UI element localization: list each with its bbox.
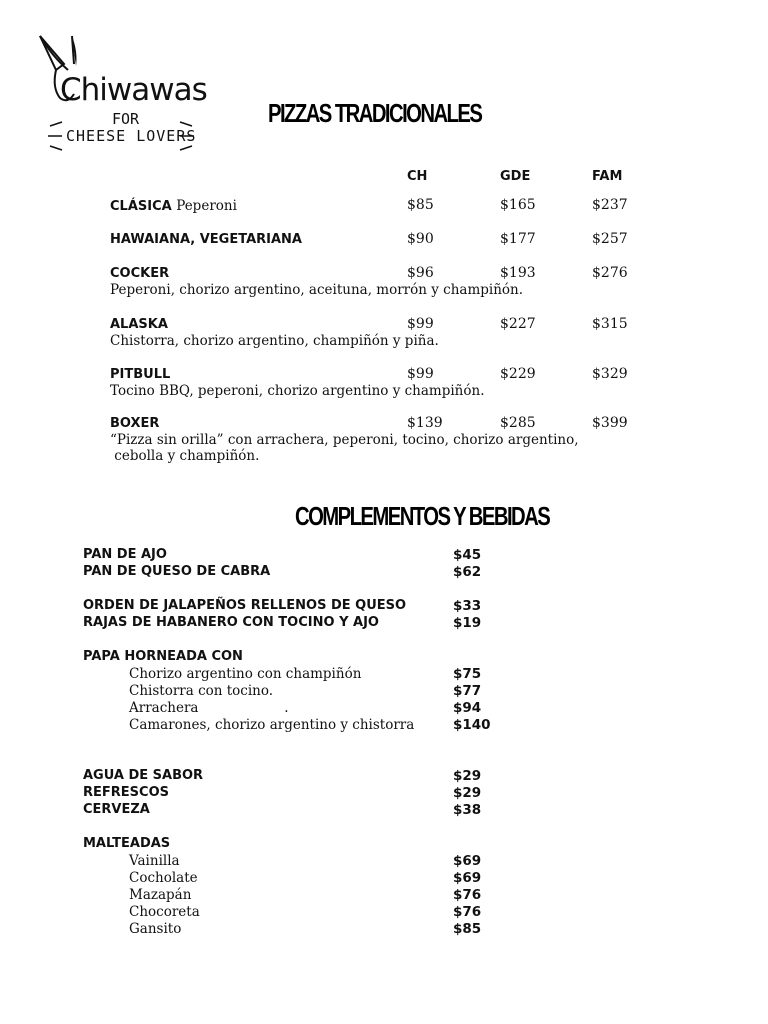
pizza-name [110, 198, 237, 214]
header-fam: FAM [592, 169, 623, 184]
item-name: ORDEN DE JALAPEÑOS RELLENOS DE QUESO [83, 598, 407, 613]
item-option: Arrachera . [129, 700, 289, 716]
logo-for-text: FOR [112, 110, 140, 128]
item-name: RAJAS DE HABANERO CON TOCINO Y AJO [83, 615, 379, 630]
pizza-name-label: PITBULL [110, 367, 171, 382]
pizzas-section-title: PIZZAS TRADICIONALES [268, 98, 482, 128]
pizza-subname: Peperoni [176, 198, 237, 214]
pizza-price: $315 [592, 316, 628, 332]
item-price: $29 [453, 768, 482, 784]
pizza-price: $229 [500, 366, 536, 382]
logo-brand-text: Chiwawas [60, 72, 207, 108]
pizza-name-label: COCKER [110, 266, 170, 281]
item-name: AGUA DE SABOR [83, 768, 204, 783]
item-option: Vainilla [129, 853, 180, 869]
item-price: $85 [453, 921, 482, 937]
brand-logo [34, 30, 214, 165]
pizza-description: Chistorra, chorizo argentino, champiñón y piña. [110, 333, 439, 349]
item-price: $45 [453, 547, 482, 563]
pizza-price: $285 [500, 415, 536, 431]
pizza-name-label: CLÁSICA [110, 199, 172, 214]
pizza-name [110, 416, 159, 431]
item-price: $69 [453, 853, 482, 869]
pizza-price: $276 [592, 265, 628, 281]
item-price: $77 [453, 683, 482, 699]
item-price: $76 [453, 904, 482, 920]
pizza-price: $85 [407, 197, 434, 213]
item-name: PAPA HORNEADA CON [83, 649, 243, 664]
item-option: Mazapán [129, 887, 192, 903]
item-name: REFRESCOS [83, 785, 169, 800]
item-price: $29 [453, 785, 482, 801]
item-price: $62 [453, 564, 482, 580]
item-price: $33 [453, 598, 482, 614]
pizza-name [110, 317, 168, 332]
item-name: PAN DE AJO [83, 547, 167, 562]
pizza-price: $96 [407, 265, 434, 281]
pizza-price: $237 [592, 197, 628, 213]
pizza-name-label: ALASKA [110, 317, 168, 332]
item-name: PAN DE QUESO DE CABRA [83, 564, 271, 579]
pizza-price: $99 [407, 366, 434, 382]
item-price: $94 [453, 700, 482, 716]
item-price: $76 [453, 887, 482, 903]
item-name: MALTEADAS [83, 836, 171, 851]
item-price: $19 [453, 615, 482, 631]
header-gde: GDE [500, 169, 531, 184]
pizza-price: $177 [500, 231, 536, 247]
pizza-description: cebolla y champiñón. [110, 448, 260, 464]
pizza-price: $193 [500, 265, 536, 281]
item-option: Cocholate [129, 870, 198, 886]
pizza-description: “Pizza sin orilla” con arrachera, peperoni, tocino, chorizo argentino, [110, 432, 579, 448]
item-price: $69 [453, 870, 482, 886]
pizza-price: $90 [407, 231, 434, 247]
pizza-price: $257 [592, 231, 628, 247]
pizza-name-label: BOXER [110, 416, 160, 431]
item-option: Gansito [129, 921, 182, 937]
header-ch: CH [407, 169, 428, 184]
item-price: $75 [453, 666, 482, 682]
pizza-price: $99 [407, 316, 434, 332]
item-option: Chistorra con tocino. [129, 683, 274, 699]
item-option: Chocoreta [129, 904, 200, 920]
logo-tagline: CHEESE LOVERS [66, 127, 197, 145]
pizza-name [110, 367, 170, 382]
pizza-price: $227 [500, 316, 536, 332]
item-option: Camarones, chorizo argentino y chistorra [129, 717, 415, 733]
pizza-price: $329 [592, 366, 628, 382]
pizza-name [110, 232, 302, 247]
pizza-description: Peperoni, chorizo argentino, aceituna, morrón y champiñón. [110, 282, 524, 298]
pizza-name [110, 266, 169, 281]
pizza-price: $139 [407, 415, 443, 431]
item-price: $38 [453, 802, 482, 818]
pizza-price: $399 [592, 415, 628, 431]
item-name: CERVEZA [83, 802, 150, 817]
pizza-description: Tocino BBQ, peperoni, chorizo argentino y champiñón. [110, 383, 485, 399]
item-option: Chorizo argentino con champiñón [129, 666, 362, 682]
item-price: $140 [453, 717, 491, 733]
pizza-price: $165 [500, 197, 536, 213]
complementos-section-title: COMPLEMENTOS Y BEBIDAS [295, 501, 550, 531]
pizza-name-label: HAWAIANA, VEGETARIANA [110, 232, 302, 247]
